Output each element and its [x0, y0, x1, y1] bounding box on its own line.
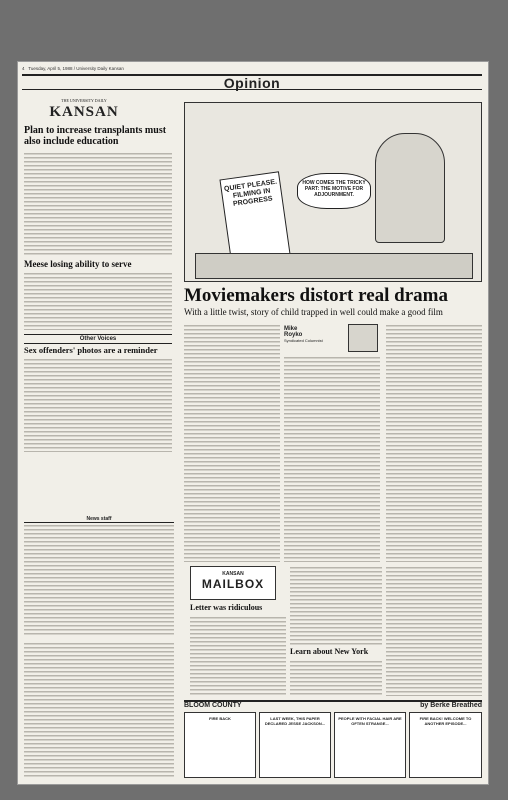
comic-title: BLOOM COUNTY	[184, 702, 242, 709]
letter-body-prev	[290, 566, 382, 646]
comic-panel-2	[259, 712, 331, 778]
letter-body-2	[290, 660, 382, 696]
editorial-body-1	[24, 152, 172, 256]
other-voices-body	[24, 358, 172, 452]
letter-headline-1: Letter was ridiculous	[190, 603, 263, 612]
quiet-sign: QUIET PLEASE. FILMING IN PROGRESS	[219, 171, 290, 263]
newspaper-page	[18, 62, 488, 784]
story-col-1	[184, 324, 280, 562]
date-text: Tuesday, April 5, 1988 / University Daily Kansan	[28, 66, 124, 71]
comic-panel-2-text: LAST WEEK, THIS PAPER DECLARED JESSE JACKSON...	[264, 716, 326, 726]
byline-first: Mike	[284, 326, 298, 332]
mailbox-logo	[190, 566, 276, 600]
dateline	[22, 66, 482, 71]
staff-box	[24, 516, 174, 636]
mailbox-line2: MAILBOX	[201, 577, 265, 591]
comic-panel-4-text: FIRE BACK! WELCOME TO ANOTHER EPISODE...	[419, 716, 472, 726]
masthead-notes	[24, 642, 174, 778]
comic-panel-1	[184, 712, 256, 778]
other-voices-label: Other Voices	[24, 334, 172, 344]
kansan-logo	[24, 98, 144, 122]
staff-list	[24, 524, 174, 636]
letter-body-1	[190, 616, 286, 696]
editorial-headline-1: Plan to increase transplants must also include education	[24, 125, 167, 147]
logo-small: THE UNIVERSITY DAILY	[61, 98, 107, 103]
columnist-photo	[348, 324, 378, 352]
cartoon-figure	[375, 133, 445, 243]
letter-body-3	[386, 566, 482, 696]
section-masthead	[22, 74, 482, 90]
comic-panel-4	[409, 712, 482, 778]
cartoon-ground	[195, 253, 473, 279]
page-number: 4	[22, 66, 25, 71]
other-voices-headline: Sex offenders' photos are a reminder	[24, 345, 158, 355]
main-subhead: With a little twist, story of child trapped in well could make a good film	[184, 307, 443, 317]
comic-strip	[184, 700, 482, 780]
mailbox-line1: KANSAN	[222, 571, 244, 577]
editorial-cartoon	[184, 102, 482, 282]
story-col-3	[386, 324, 482, 562]
staff-title: News staff	[24, 516, 174, 523]
editorial-headline-2: Meese losing ability to serve	[24, 259, 132, 269]
byline-role: Syndicated Columnist	[284, 338, 323, 343]
comic-panel-3	[334, 712, 406, 778]
logo-big: KANSAN	[49, 104, 119, 120]
comic-author: by Berke Breathed	[420, 702, 482, 709]
story-col-2	[284, 356, 380, 562]
letter-headline-2: Learn about New York	[290, 647, 369, 656]
section-title: Opinion	[223, 75, 281, 91]
comic-panel-3-text: PEOPLE WITH FACIAL HAIR ARE OFTEN STRANGE...	[338, 716, 402, 726]
editorial-body-2	[24, 272, 172, 330]
comic-panel-1-text: FIRE BACK	[209, 716, 231, 721]
speech-bubble: HOW COMES THE TRICKY PART: THE MOTIVE FOR ADJOURNMENT.	[297, 173, 371, 209]
main-headline: Moviemakers distort real drama	[184, 285, 449, 306]
byline-last: Royko	[284, 332, 303, 338]
